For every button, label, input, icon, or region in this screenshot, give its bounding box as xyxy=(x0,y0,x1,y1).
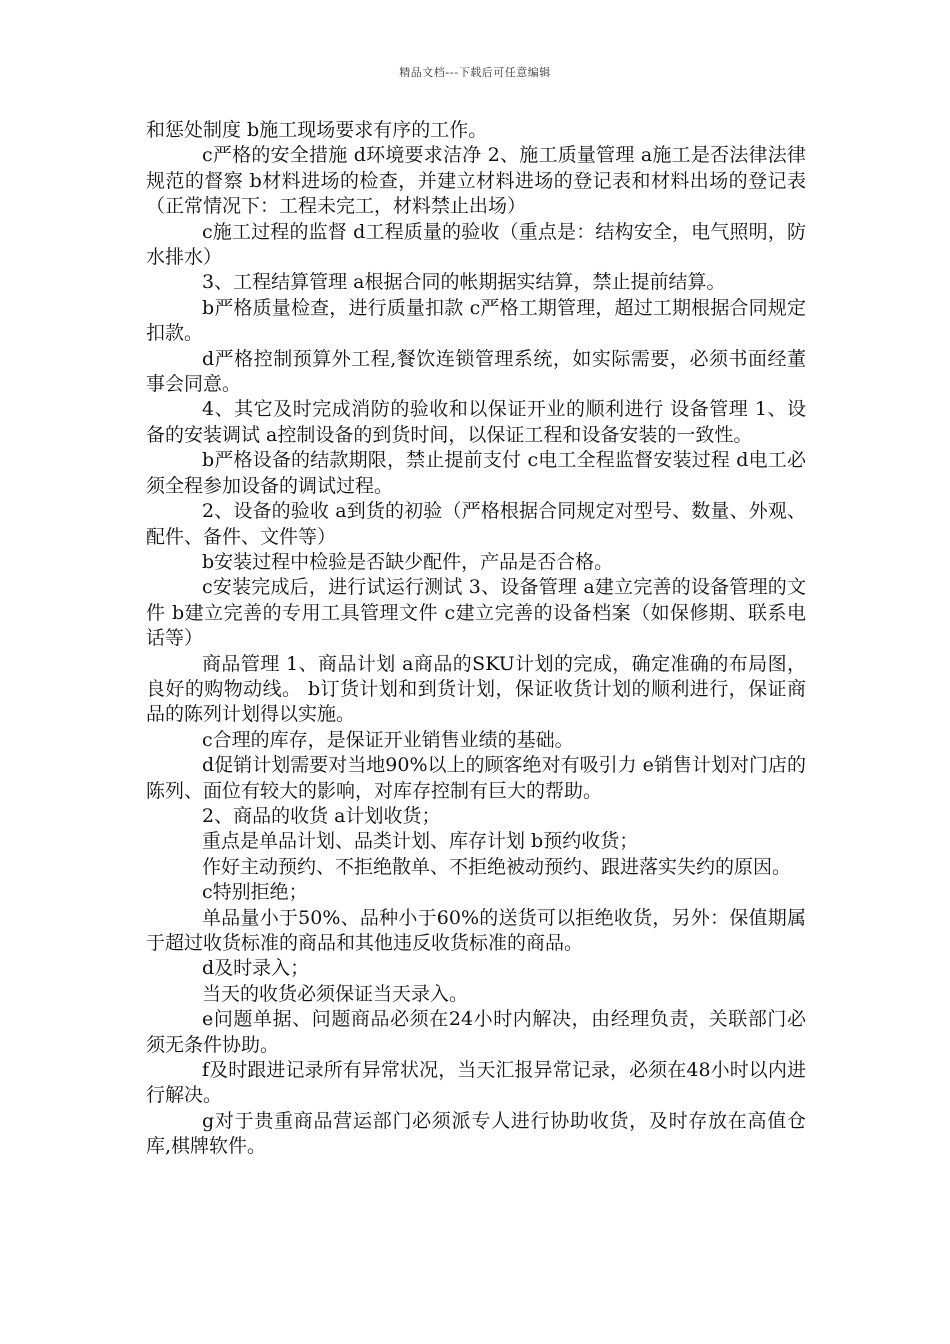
paragraph: 和惩处制度 b施工现场要求有序的工作。 xyxy=(146,119,488,141)
paragraph: b安装过程中检验是否缺少配件，产品是否合格。 xyxy=(202,550,614,573)
paragraph: e问题单据、问题商品必须在24小时内解决，由经理负责，关联部门必须无条件协助。 xyxy=(146,1008,806,1056)
paragraph: 2、设备的验收 a到货的初验（严格根据合同规定对型号、数量、外观、配件、备件、文件等） xyxy=(146,500,806,548)
paragraph: b严格设备的结款期限，禁止提前支付 c电工全程监督安装过程 d电工必须全程参加设备的调试过程。 xyxy=(146,449,806,497)
paragraph: 4、其它及时完成消防的验收和以保证开业的顺利进行 设备管理 1、设备的安装调试 a控制设备的到货时间，以保证工程和设备安装的一致性。 xyxy=(146,398,806,446)
paragraph: 单品量小于50%、品种小于60%的送货可以拒绝收货，另外：保值期属于超过收货标准的商品和其他违反收货标准的商品。 xyxy=(146,906,806,954)
paragraph: d及时录入； xyxy=(202,957,310,980)
page-header: 精品文档---下载后可任意编辑 xyxy=(399,66,551,79)
paragraph: 重点是单品计划、品类计划、库存计划 b预约收货； xyxy=(202,830,639,853)
paragraph: d严格控制预算外工程,餐饮连锁管理系统，如实际需要，必须书面经董事会同意。 xyxy=(146,347,806,396)
paragraph: c合理的库存，是保证开业销售业绩的基础。 xyxy=(202,728,574,751)
document-body xyxy=(146,118,806,1160)
paragraph: d促销计划需要对当地90%以上的顾客绝对有吸引力 e销售计划对门店的陈列、面位有较大的影响，对库存控制有巨大的帮助。 xyxy=(146,754,806,802)
paragraph: c特别拒绝； xyxy=(202,881,308,904)
paragraph: 2、商品的收货 a计划收货； xyxy=(202,804,441,827)
paragraph: g对于贵重商品营运部门必须派专人进行协助收货，及时存放在高值仓库,棋牌软件。 xyxy=(146,1109,806,1158)
paragraph: 3、工程结算管理 a根据合同的帐期据实结算，禁止提前结算。 xyxy=(202,271,726,294)
paragraph: b严格质量检查，进行质量扣款 c严格工期管理，超过工期根据合同规定扣款。 xyxy=(146,296,806,345)
paragraph: f及时跟进记录所有异常状况，当天汇报异常记录，必须在48小时以内进行解决。 xyxy=(146,1059,806,1107)
paragraph: 作好主动预约、不拒绝散单、不拒绝被动预约、跟进落实失约的原因。 xyxy=(202,855,792,878)
paragraph: c严格的安全措施 d环境要求洁净 2、施工质量管理 a施工是否法律法律规范的督察 b材料进场的检查，并建立材料进场的登记表和材料出场的登记表（正常情况下：工程未完工，材料禁止出场） xyxy=(146,144,806,218)
paragraph: c安装完成后，进行试运行测试 3、设备管理 a建立完善的设备管理的文件 b建立完善的专用工具管理文件 c建立完善的设备档案（如保修期、联系电话等） xyxy=(146,576,806,650)
paragraph: c施工过程的监督 d工程质量的验收（重点是：结构安全，电气照明，防水排水） xyxy=(146,220,806,269)
paragraph: 商品管理 1、商品计划 a商品的SKU计划的完成，确定准确的布局图，良好的购物动线。 b订货计划和到货计划，保证收货计划的顺利进行，保证商品的陈列计划得以实施。 xyxy=(146,652,806,726)
paragraph: 当天的收货必须保证当天录入。 xyxy=(202,982,469,1005)
